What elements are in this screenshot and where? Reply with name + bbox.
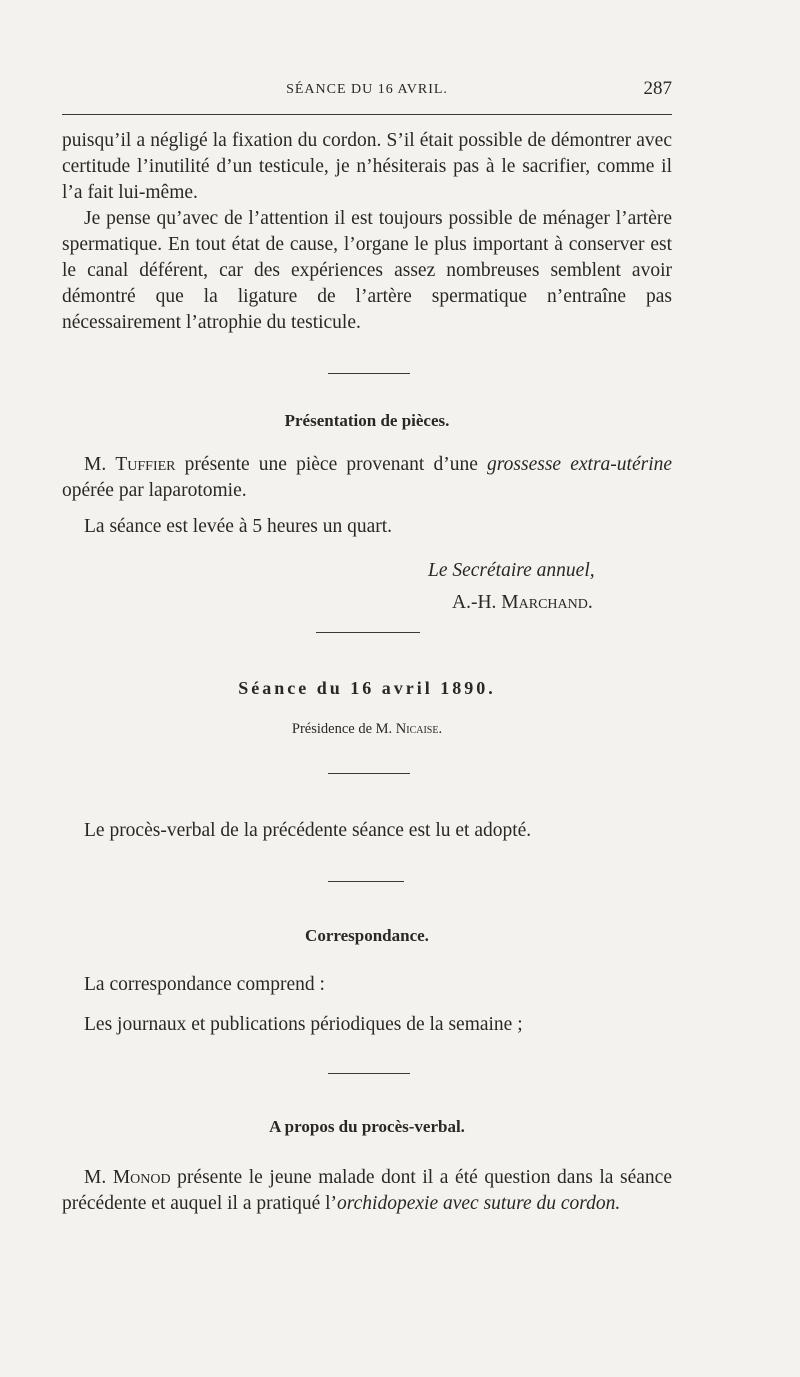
proces-verbal-line: Le procès-verbal de la précédente séance est lu et adopté. [84, 820, 532, 841]
separator-rule [328, 881, 404, 882]
closing-line: La séance est levée à 5 heures un quart. [84, 516, 393, 537]
italic-term: orchidopexie avec suture du cordon. [337, 1193, 621, 1214]
paragraph-monod: M. Monod présente le jeune malade dont il a été question dans la séance précédente et auquel il a pratiqué l’orchidopexie avec suture du cordon. [62, 1167, 672, 1214]
correspondance-line-1: La correspondance comprend : [84, 974, 325, 995]
presidence-line: Présidence de M. Nicaise. [291, 721, 443, 737]
author-name: Tuffier [115, 454, 176, 475]
section-heading-correspondance: Correspondance. [305, 926, 429, 945]
paragraph-text: Je pense qu’avec de l’attention il est toujours possible de ménager l’artère spermatique. En tout état de cause, l’organe le plus important à conserver est le canal déférent, car des expériences assez nombreuses semblent avoir démontré que la ligature de l’artère spermatique n’entraîne pas nécessairement l’atrophie du testicule. [62, 208, 672, 333]
separator-rule [328, 773, 410, 774]
running-title: SÉANCE DU 16 AVRIL. [286, 82, 448, 97]
separator-rule [316, 632, 420, 633]
page-number: 287 [643, 78, 672, 99]
paragraph-tuffier: M. Tuffier présente une pièce provenant d’une grossesse extra-utérine opérée par laparotomie. [62, 454, 673, 501]
section-heading-pieces: Présentation de pièces. [284, 411, 450, 430]
signature-name: A.-H. Marchand. [452, 592, 593, 613]
paragraph-continuation [62, 128, 672, 206]
header-rule [62, 114, 672, 115]
separator-rule [328, 1073, 410, 1074]
paragraph-text: puisqu’il a négligé la fixation du cordon. S’il était possible de démontrer avec certitude l’inutilité d’un testicule, je n’hésiterais pas à le sacrifier, comme il l’a fait lui-même. [62, 130, 672, 203]
signature-role: Le Secrétaire annuel, [428, 560, 595, 581]
separator-rule [328, 373, 410, 374]
paragraph-spermatic-artery [62, 206, 672, 336]
author-name: Monod [112, 1167, 171, 1188]
correspondance-line-2: Les journaux et publications périodiques de la semaine ; [84, 1014, 523, 1035]
running-header [62, 78, 672, 104]
session-title: Séance du 16 avril 1890. [238, 678, 496, 698]
section-heading-propos: A propos du procès-verbal. [269, 1117, 465, 1136]
italic-term: grossesse extra-utérine [487, 454, 673, 475]
